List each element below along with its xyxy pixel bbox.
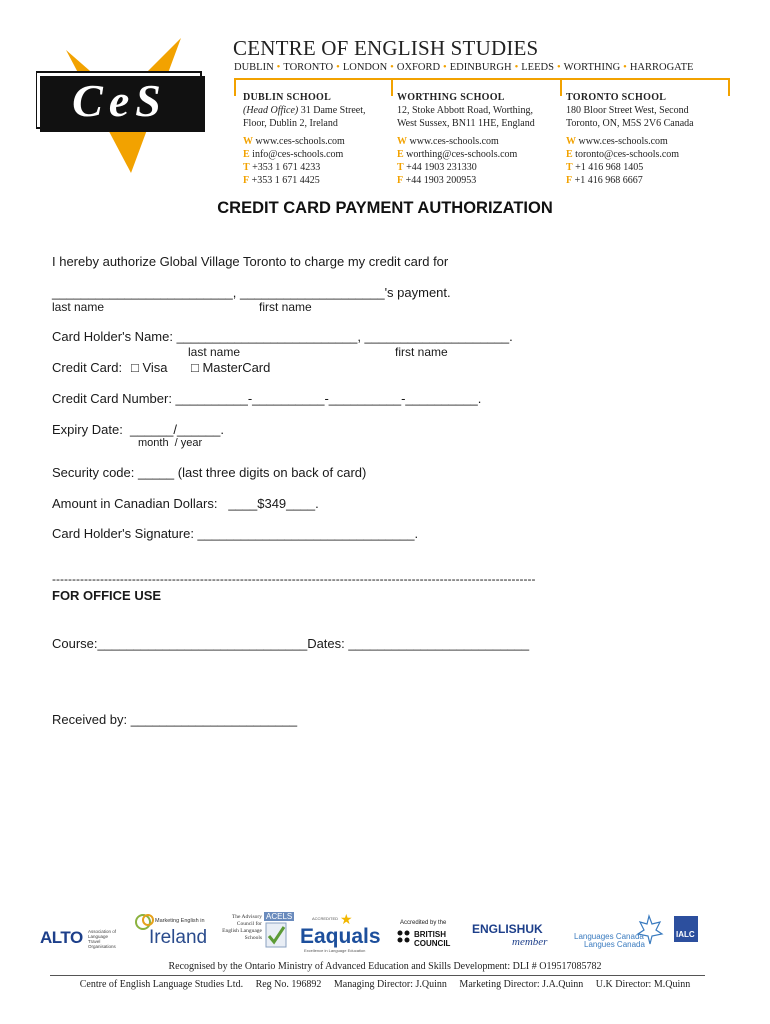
card-holder-name-field[interactable]: Card Holder's Name: _________________________, ____________________. bbox=[52, 329, 513, 344]
expiry-date-field[interactable]: Expiry Date: ______/______. bbox=[52, 422, 225, 437]
school-worthing bbox=[397, 91, 557, 187]
school-address-line2: Floor, Dublin 2, Ireland bbox=[243, 118, 338, 129]
ialc-logo: IALC bbox=[672, 916, 702, 952]
school-name: TORONTO SCHOOL bbox=[566, 92, 667, 103]
school-address-line2: West Sussex, BN11 1HE, England bbox=[397, 118, 535, 129]
city: EDINBURGH bbox=[449, 62, 512, 73]
school-address-line1: (Head Office) 31 Dame Street, bbox=[243, 105, 366, 116]
acels-logo: The Advisory Council for English Language Schools ACELS bbox=[222, 912, 292, 952]
column-divider bbox=[560, 78, 562, 96]
footer-divider bbox=[50, 975, 705, 976]
alto-logo: ALTO Association of Language Travel Organisations bbox=[40, 928, 117, 949]
holder-last-name-label: last name bbox=[188, 345, 241, 359]
school-email[interactable]: toronto@ces-schools.com bbox=[575, 149, 680, 160]
city-list: DUBLIN • TORONTO • LONDON • OXFORD • EDINBURGH • LEEDS • WORTHING • HARROGATE bbox=[234, 62, 694, 73]
school-fax: +353 1 671 4425 bbox=[251, 175, 320, 186]
payment-name-field[interactable]: _________________________, ____________________'s payment. bbox=[52, 285, 451, 300]
eaquals-logo: ACCREDITED ★ Eaquals Excellence in Language Education bbox=[300, 913, 381, 953]
amount-field: Amount in Canadian Dollars: ____$349____. bbox=[52, 496, 319, 511]
school-phone: +44 1903 231330 bbox=[406, 162, 477, 173]
logo-text: CeS bbox=[72, 75, 167, 126]
mei-logo: Marketing English in Ireland bbox=[135, 912, 215, 952]
intro-text: I hereby authorize Global Village Toronto to charge my credit card for bbox=[52, 254, 449, 269]
column-divider bbox=[728, 78, 730, 96]
card-number-field[interactable]: Credit Card Number: __________-__________-__________-__________. bbox=[52, 391, 482, 406]
school-fax: +1 416 968 6667 bbox=[574, 175, 643, 186]
form-title: CREDIT CARD PAYMENT AUTHORIZATION bbox=[217, 199, 553, 217]
header-divider bbox=[234, 78, 729, 80]
school-address-line1: 180 Bloor Street West, Second bbox=[566, 105, 689, 116]
school-email[interactable]: info@ces-schools.com bbox=[252, 149, 344, 160]
section-divider: ------------------------------------------------------------------------------------------------------------------------- bbox=[52, 572, 536, 586]
languages-canada-logo: Languages Canada Langues Canada bbox=[574, 914, 666, 952]
school-dublin bbox=[243, 91, 403, 187]
city: TORONTO bbox=[283, 62, 334, 73]
city: LEEDS bbox=[521, 62, 554, 73]
recognition-statement: Recognised by the Ontario Ministry of Advanced Education and Skills Development: DLI # O19517085782 bbox=[168, 961, 602, 972]
office-use-heading: FOR OFFICE USE bbox=[52, 588, 162, 603]
british-council-logo: Accredited by the BRITISH COUNCIL bbox=[396, 918, 458, 950]
org-title: CENTRE OF ENGLISH STUDIES bbox=[233, 36, 539, 60]
ces-logo bbox=[36, 38, 216, 173]
city: LONDON bbox=[342, 62, 388, 73]
signature-field[interactable]: Card Holder's Signature: ______________________________. bbox=[52, 526, 419, 541]
school-website[interactable]: www.ces-schools.com bbox=[578, 136, 668, 147]
city: DUBLIN bbox=[234, 62, 274, 73]
column-divider bbox=[234, 78, 236, 96]
school-address-line2: Toronto, ON, M5S 2V6 Canada bbox=[566, 118, 694, 129]
school-name: DUBLIN SCHOOL bbox=[243, 92, 332, 103]
city: HARROGATE bbox=[629, 62, 694, 73]
school-fax: +44 1903 200953 bbox=[405, 175, 477, 186]
mastercard-checkbox[interactable]: □ MasterCard bbox=[191, 360, 271, 375]
school-website[interactable]: www.ces-schools.com bbox=[255, 136, 345, 147]
english-uk-logo: ENGLISHUK member bbox=[472, 922, 548, 948]
holder-first-name-label: first name bbox=[395, 345, 448, 359]
school-toronto bbox=[566, 91, 726, 187]
visa-checkbox[interactable]: □ Visa bbox=[131, 360, 168, 375]
school-contacts: W www.ces-schools.com E worthing@ces-schools.com T +44 1903 231330 F +44 1903 200953 bbox=[397, 136, 518, 186]
company-details: Centre of English Language Studies Ltd. Reg No. 196892 Managing Director: J.Quinn Marketing Director: J.A.Quinn U.K Director: M.Quinn bbox=[79, 979, 691, 990]
city: WORTHING bbox=[563, 62, 621, 73]
city: OXFORD bbox=[396, 62, 441, 73]
school-phone: +1 416 968 1405 bbox=[575, 162, 644, 173]
payment-first-name-label: first name bbox=[259, 300, 312, 314]
credit-card-label: Credit Card: bbox=[52, 360, 123, 375]
school-contacts: W www.ces-schools.com E toronto@ces-schools.com T +1 416 968 1405 F +1 416 968 6667 bbox=[566, 136, 680, 186]
school-address-line1: 12, Stoke Abbott Road, Worthing, bbox=[397, 105, 533, 116]
school-email[interactable]: worthing@ces-schools.com bbox=[406, 149, 518, 160]
school-website[interactable]: www.ces-schools.com bbox=[409, 136, 499, 147]
received-by-field[interactable]: Received by: _______________________ bbox=[52, 712, 298, 727]
security-code-field[interactable]: Security code: _____ (last three digits on back of card) bbox=[52, 465, 367, 480]
payment-last-name-label: last name bbox=[52, 300, 105, 314]
course-dates-field[interactable]: Course:_____________________________Dates: _________________________ bbox=[52, 636, 530, 651]
school-phone: +353 1 671 4233 bbox=[252, 162, 321, 173]
expiry-hint: month / year bbox=[138, 437, 203, 449]
star-icon: ★ bbox=[340, 913, 353, 928]
school-contacts: W www.ces-schools.com E info@ces-schools.com T +353 1 671 4233 F +353 1 671 4425 bbox=[243, 136, 345, 186]
school-name: WORTHING SCHOOL bbox=[397, 92, 505, 103]
